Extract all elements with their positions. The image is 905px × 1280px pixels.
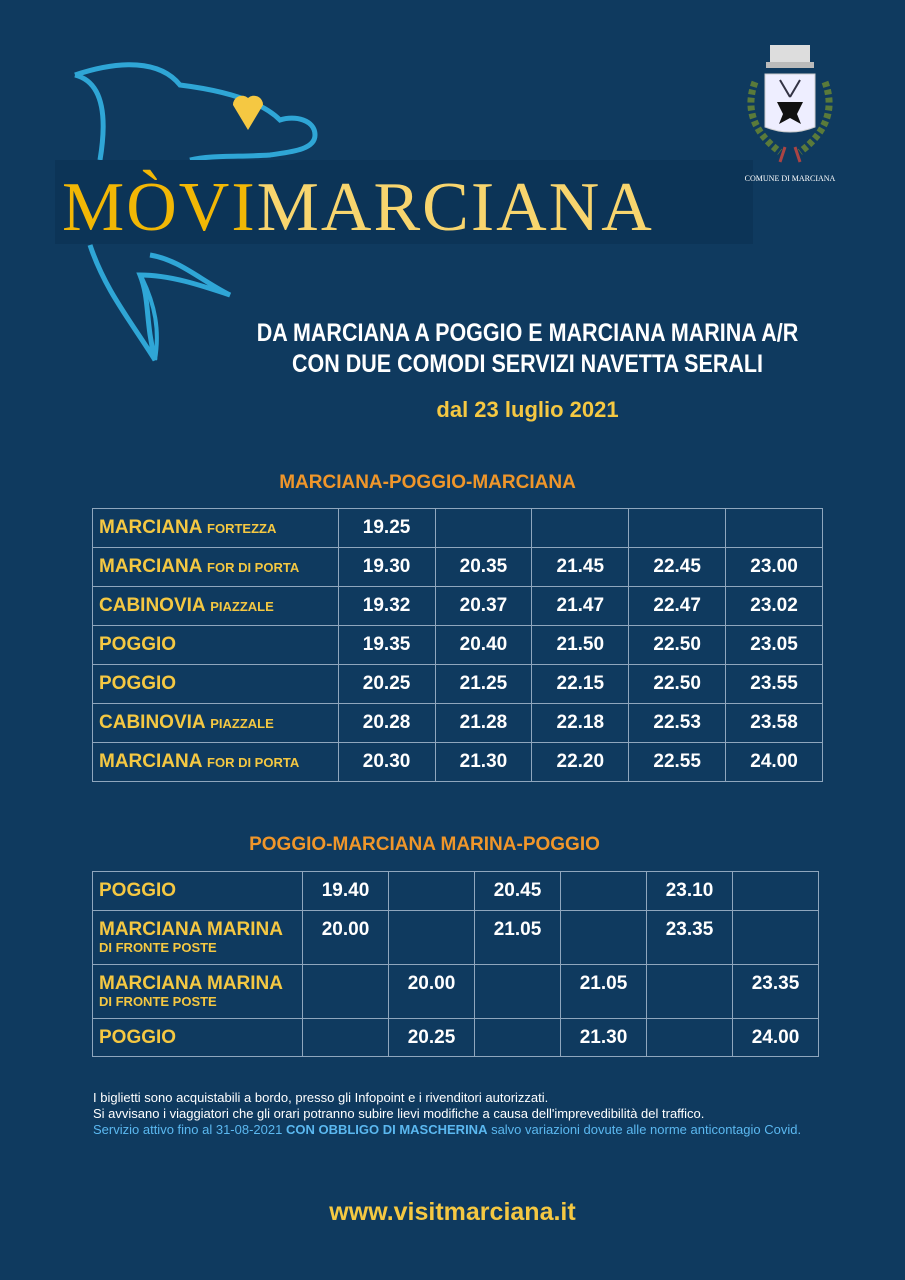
stop-name: CABINOVIA PIAZZALE — [93, 704, 339, 743]
departure-time: 22.47 — [629, 587, 726, 626]
stop-name: CABINOVIA PIAZZALE — [93, 587, 339, 626]
departure-time: 20.37 — [435, 587, 532, 626]
note-schedule: Si avvisano i viaggiatori che gli orari potranno subire lievi modifiche a causa dell'imprevedibilità del traffico. — [93, 1106, 705, 1121]
departure-time: 23.00 — [726, 548, 823, 587]
departure-time: 21.05 — [475, 911, 561, 965]
stop-detail: DI FRONTE POSTE — [99, 940, 217, 955]
departure-time: 23.02 — [726, 587, 823, 626]
departure-time: 23.35 — [733, 965, 819, 1019]
departure-time: 20.30 — [338, 743, 435, 782]
departure-time: 20.00 — [389, 965, 475, 1019]
website-link[interactable]: www.visitmarciana.it — [329, 1198, 576, 1226]
departure-time: 22.20 — [532, 743, 629, 782]
departure-time: 21.05 — [561, 965, 647, 1019]
departure-time: 21.30 — [561, 1019, 647, 1057]
departure-time — [389, 872, 475, 911]
departure-time: 19.32 — [338, 587, 435, 626]
table-row — [93, 704, 823, 743]
departure-time: 21.47 — [532, 587, 629, 626]
departure-time: 21.25 — [435, 665, 532, 704]
stop-name: POGGIO — [93, 872, 303, 911]
municipal-crest — [735, 42, 845, 183]
departure-time — [303, 965, 389, 1019]
departure-time: 24.00 — [733, 1019, 819, 1057]
departure-time — [726, 509, 823, 548]
departure-time — [561, 911, 647, 965]
stop-detail: FORTEZZA — [207, 521, 277, 536]
headline — [138, 318, 905, 380]
departure-time — [561, 872, 647, 911]
brand-title-part2: MARCIANA — [256, 169, 654, 246]
departure-time: 19.30 — [338, 548, 435, 587]
departure-time — [475, 965, 561, 1019]
table-row — [93, 1019, 819, 1057]
timetable-marciana-poggio — [92, 508, 823, 782]
stop-name: POGGIO — [93, 626, 339, 665]
timetable-poggio-marina — [92, 871, 819, 1057]
note-tickets: I biglietti sono acquistabili a bordo, presso gli Infopoint e i rivenditori autorizzati. — [93, 1090, 549, 1105]
stop-detail: FOR DI PORTA — [207, 755, 300, 770]
departure-time — [435, 509, 532, 548]
departure-time: 22.55 — [629, 743, 726, 782]
stop-name: MARCIANA FORTEZZA — [93, 509, 339, 548]
departure-time: 22.50 — [629, 665, 726, 704]
departure-time — [733, 911, 819, 965]
departure-time — [303, 1019, 389, 1057]
departure-time: 22.18 — [532, 704, 629, 743]
stop-detail: FOR DI PORTA — [207, 560, 300, 575]
departure-time: 22.50 — [629, 626, 726, 665]
departure-time: 23.35 — [647, 911, 733, 965]
departure-time: 23.10 — [647, 872, 733, 911]
table-row — [93, 626, 823, 665]
stop-detail: PIAZZALE — [210, 716, 274, 731]
departure-time — [532, 509, 629, 548]
departure-time: 23.55 — [726, 665, 823, 704]
departure-time: 19.25 — [338, 509, 435, 548]
departure-time: 22.15 — [532, 665, 629, 704]
table-row — [93, 911, 819, 965]
stop-name: POGGIO — [93, 665, 339, 704]
departure-time: 20.25 — [389, 1019, 475, 1057]
stop-detail: PIAZZALE — [210, 599, 274, 614]
table-row — [93, 743, 823, 782]
departure-time: 21.45 — [532, 548, 629, 587]
notes — [93, 1090, 823, 1138]
stop-name: MARCIANA FOR DI PORTA — [93, 743, 339, 782]
table1-title: MARCIANA-POGGIO-MARCIANA — [279, 472, 576, 493]
stop-name: POGGIO — [93, 1019, 303, 1057]
departure-time: 21.50 — [532, 626, 629, 665]
stop-name: MARCIANA MARINA DI FRONTE POSTE — [93, 911, 303, 965]
departure-time — [647, 1019, 733, 1057]
table-row — [93, 509, 823, 548]
stop-name: MARCIANA MARINA DI FRONTE POSTE — [93, 965, 303, 1019]
crest-icon — [735, 42, 845, 167]
headline-line2: CON DUE COMODI SERVIZI NAVETTA SERALI — [291, 350, 764, 378]
departure-time: 24.00 — [726, 743, 823, 782]
brand-title-part1: MÒVI — [62, 169, 257, 246]
table-row — [93, 587, 823, 626]
crest-label: COMUNE DI MARCIANA — [744, 174, 836, 183]
stop-detail: DI FRONTE POSTE — [99, 994, 217, 1009]
departure-time — [475, 1019, 561, 1057]
table-row — [93, 548, 823, 587]
departure-time: 19.40 — [303, 872, 389, 911]
departure-time: 19.35 — [338, 626, 435, 665]
table-row — [93, 965, 819, 1019]
departure-time: 20.40 — [435, 626, 532, 665]
departure-time — [733, 872, 819, 911]
stop-name: MARCIANA FOR DI PORTA — [93, 548, 339, 587]
headline-line1: DA MARCIANA A POGGIO E MARCIANA MARINA A/R — [256, 319, 799, 347]
departure-time: 20.25 — [338, 665, 435, 704]
departure-time — [647, 965, 733, 1019]
departure-time — [389, 911, 475, 965]
departure-time: 23.05 — [726, 626, 823, 665]
departure-time: 20.28 — [338, 704, 435, 743]
table-row — [93, 665, 823, 704]
table-row — [93, 872, 819, 911]
table2-title: POGGIO-MARCIANA MARINA-POGGIO — [249, 834, 600, 855]
departure-time: 20.45 — [475, 872, 561, 911]
start-date: dal 23 luglio 2021 — [436, 397, 619, 422]
departure-time: 21.30 — [435, 743, 532, 782]
departure-time: 21.28 — [435, 704, 532, 743]
departure-time: 20.00 — [303, 911, 389, 965]
departure-time: 22.53 — [629, 704, 726, 743]
brand-title — [62, 168, 654, 248]
departure-time: 23.58 — [726, 704, 823, 743]
departure-time: 22.45 — [629, 548, 726, 587]
departure-time — [629, 509, 726, 548]
note-service: Servizio attivo fino al 31-08-2021 CON OBBLIGO DI MASCHERINA salvo variazioni dovute alle norme anticontagio Covid. — [93, 1122, 802, 1137]
departure-time: 20.35 — [435, 548, 532, 587]
